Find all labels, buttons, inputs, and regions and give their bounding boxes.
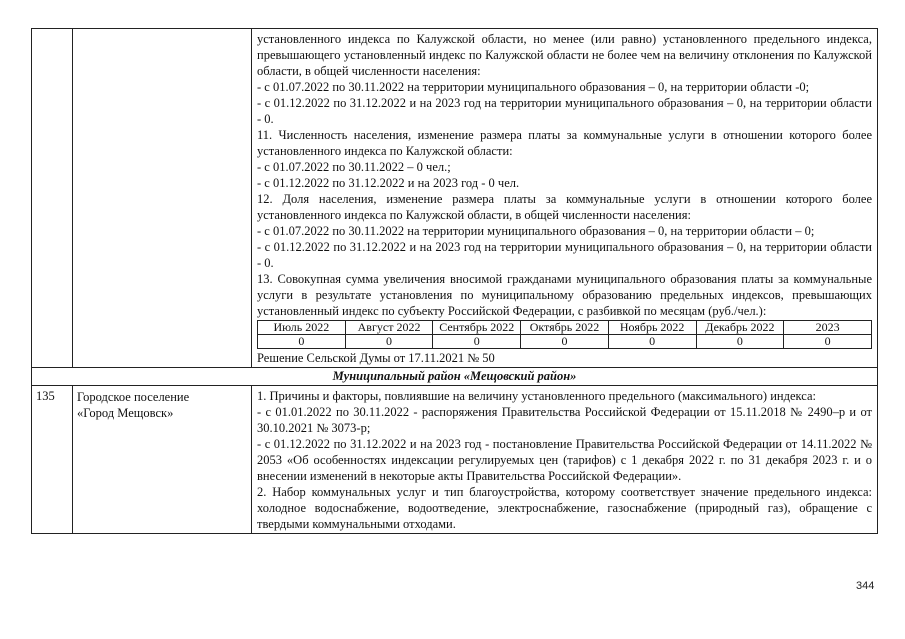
paragraph: 11. Численность населения, изменение размера платы за коммунальные услуги в отношении которого более установленного индекса по Калужской области:	[257, 128, 872, 158]
municipality-name-line: «Город Мещовск»	[77, 406, 174, 420]
month-header: Декабрь 2022	[696, 321, 784, 335]
table-row	[32, 386, 878, 534]
paragraph: 1. Причины и факторы, повлиявшие на величину установленного предельного (максимального) индекса:	[257, 389, 816, 403]
paragraph: - с 01.07.2022 по 30.11.2022 на территории муниципального образования – 0, на территории области – 0;	[257, 224, 815, 238]
page-number: 344	[856, 580, 875, 592]
months-header-row	[258, 321, 872, 335]
paragraph: - с 01.12.2022 по 31.12.2022 и на 2023 год - постановление Правительства Российской Федерации от 14.11.2022 № 2053 «Об особенностях индексации регулируемых цен (тарифов) с 1 декабря 2022 г. по 31 декабря 2023 г. и о внесении изменений в некоторые акты Правительства Российской Федерации».	[257, 437, 872, 483]
month-header: 2023	[784, 321, 872, 335]
municipality-name-line: Городское поселение	[77, 390, 190, 404]
name-cell	[73, 29, 252, 368]
monthly-sums-table	[257, 320, 872, 349]
months-value-row	[258, 335, 872, 349]
month-value: 0	[258, 335, 346, 349]
entry-number: 135	[32, 386, 73, 534]
content-table	[31, 28, 878, 534]
paragraph: - с 01.12.2022 по 31.12.2022 и на 2023 год на территории муниципального образования – 0, на территории области - 0.	[257, 240, 872, 270]
paragraph: - с 01.12.2022 по 31.12.2022 и на 2023 год - 0 чел.	[257, 176, 520, 190]
paragraph: - с 01.12.2022 по 31.12.2022 и на 2023 год на территории муниципального образования – 0, на территории области - 0.	[257, 96, 872, 126]
month-value: 0	[521, 335, 609, 349]
month-value: 0	[345, 335, 433, 349]
paragraph: - с 01.07.2022 по 30.11.2022 на территории муниципального образования – 0, на территории области -0;	[257, 80, 810, 94]
paragraph: - с 01.01.2022 по 30.11.2022 - распоряжения Правительства Российской Федерации от 15.11.2018 № 2490–р и от 30.10.2021 № 3073-р;	[257, 405, 872, 435]
month-value: 0	[608, 335, 696, 349]
district-header-row	[32, 368, 878, 386]
decision-text: Решение Сельской Думы от 17.11.2021 № 50	[257, 351, 495, 365]
paragraph: 2. Набор коммунальных услуг и тип благоустройства, которому соответствует значение предельного индекса: холодное водоснабжение, водоотведение, электроснабжение, газоснабжение (природный газ), обращение с твердыми коммунальными отходами.	[257, 485, 872, 531]
table-row	[32, 29, 878, 368]
number-cell	[32, 29, 73, 368]
details-cell	[252, 386, 878, 534]
district-header: Муниципальный район «Мещовский район»	[32, 368, 878, 386]
month-header: Август 2022	[345, 321, 433, 335]
municipality-name-cell	[73, 386, 252, 534]
paragraph: 13. Совокупная сумма увеличения вносимой гражданами муниципального образования платы за коммунальные услуги в результате установления по муниципальному образованию предельных индексов, превышающих установленный индекс по субъекту Российской Федерации, с разбивкой по месяцам (руб./чел.):	[257, 272, 872, 318]
paragraph: установленного индекса по Калужской области, но менее (или равно) установленного предельного индекса, превышающего установленный индекс по Калужской области не более чем на величину отклонения по Калужской области, в общей численности населения:	[257, 32, 872, 78]
month-header: Сентябрь 2022	[433, 321, 521, 335]
paragraph: - с 01.07.2022 по 30.11.2022 – 0 чел.;	[257, 160, 451, 174]
month-value: 0	[696, 335, 784, 349]
details-cell	[252, 29, 878, 368]
month-header: Ноябрь 2022	[608, 321, 696, 335]
month-header: Июль 2022	[258, 321, 346, 335]
paragraph: 12. Доля населения, изменение размера платы за коммунальные услуги в отношении которого более установленного индекса по Калужской области, в общей численности населения:	[257, 192, 872, 222]
month-header: Октябрь 2022	[521, 321, 609, 335]
month-value: 0	[784, 335, 872, 349]
month-value: 0	[433, 335, 521, 349]
